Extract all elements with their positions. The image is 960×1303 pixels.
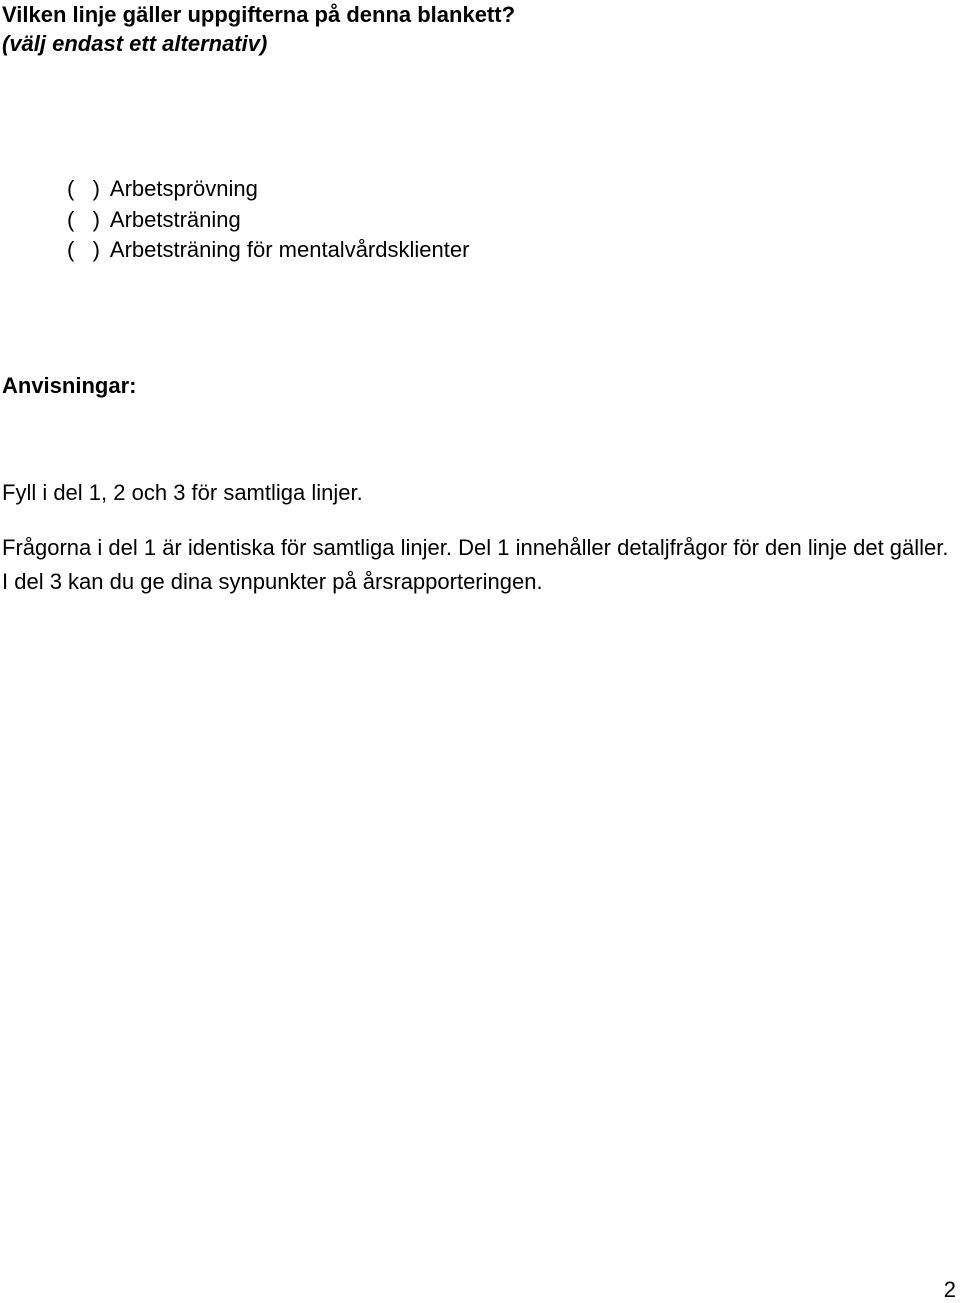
option-arbetstraning-mentalvard[interactable]	[67, 235, 469, 266]
page-number: 2	[943, 1277, 956, 1302]
instructions-paragraph-1: Fyll i del 1, 2 och 3 för samtliga linjer.	[2, 480, 363, 505]
option-checkbox[interactable]: ( )	[67, 176, 100, 201]
line-options-list	[67, 174, 469, 266]
option-label: Arbetsprövning	[109, 176, 258, 201]
option-label: Arbetsträning för mentalvårdsklienter	[109, 237, 470, 262]
question-block	[2, 0, 515, 58]
option-checkbox[interactable]: ( )	[67, 237, 100, 262]
question-title: Vilken linje gäller uppgifterna på denna blankett?	[2, 2, 516, 27]
option-arbetstraning[interactable]	[67, 205, 469, 236]
instructions-heading: Anvisningar:	[2, 373, 137, 398]
question-hint: (välj endast ett alternativ)	[2, 31, 268, 56]
option-checkbox[interactable]: ( )	[67, 206, 100, 232]
instructions-paragraph-2: Frågorna i del 1 är identiska för samtliga linjer. Del 1 innehåller detaljfrågor för den linje det gäller. I del 3 kan du ge dina synpunkter på årsrapporteringen.	[2, 535, 949, 594]
option-arbetsprovning[interactable]	[67, 174, 469, 205]
option-label: Arbetsträning	[109, 206, 241, 232]
